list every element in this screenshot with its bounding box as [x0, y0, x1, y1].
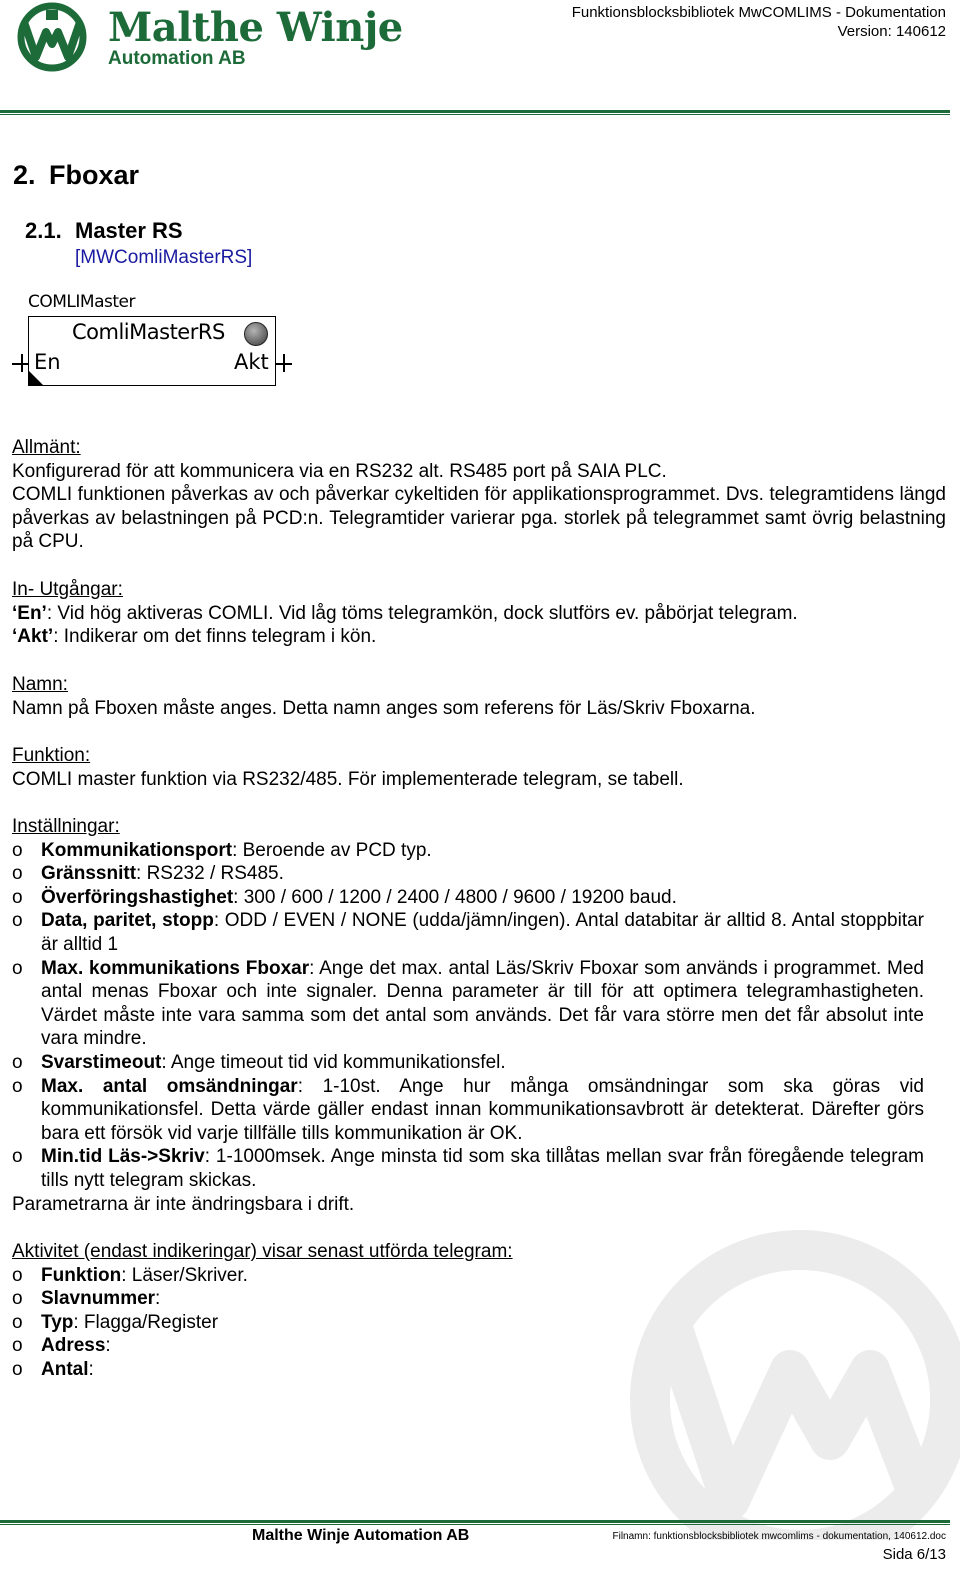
subsection-heading: [25, 218, 183, 244]
list-item: [12, 862, 924, 886]
section-number: 2.: [13, 160, 36, 190]
io-akt-text: : Indikerar om det finns telegram i kön.: [53, 626, 377, 648]
bullet-icon: o: [12, 839, 23, 861]
bullet-icon: o: [12, 1288, 23, 1310]
io-en-label: ‘En’: [12, 602, 47, 624]
list-item-text: : Ange det max. antal Läs/Skriv Fboxar som används i programmet. Med antal menas Fboxar och inte signaler. Denna parameter är till för att optimera telegramhastigheten. Värdet måste inte vara samma som det antal som används. Det får vara större men det får absolut inte vara mindre.: [41, 957, 924, 1050]
bullet-icon: o: [12, 1051, 23, 1073]
list-item-text: : 1-1000msek. Ange minsta tid som ska tillåtas mellan svar från föregående telegram tills nytt telegram skickas.: [41, 1146, 925, 1191]
bullet-icon: o: [12, 863, 23, 885]
io-akt-label: ‘Akt’: [12, 626, 54, 648]
list-item-label: Adress: [41, 1335, 106, 1357]
list-item-text: : RS232 / RS485.: [136, 863, 284, 885]
list-item-label: Typ: [41, 1311, 74, 1333]
footer-filename: Filnamn: funktionsblocksbibliotek mwcomlims - dokumentation, 140612.doc: [612, 1531, 946, 1542]
list-item: [12, 1145, 924, 1192]
logo-name: Malthe Winje: [108, 4, 403, 51]
list-item-label: Max. kommunikations Fboxar: [41, 957, 310, 979]
watermark-logo-icon: [500, 1200, 960, 1540]
subsection-number: 2.1.: [25, 218, 62, 243]
list-item: [12, 1075, 924, 1146]
io-en-line: [12, 602, 946, 626]
bullet-icon: o: [12, 957, 23, 979]
footer-page-number: Sida 6/13: [882, 1546, 946, 1563]
fblock-input-label: En: [34, 350, 61, 374]
input-connector-tick: [21, 354, 23, 372]
list-item-label: Min.tid Läs->Skriv: [41, 1146, 205, 1168]
list-item-label: Max. antal omsändningar: [41, 1075, 298, 1097]
bullet-icon: o: [12, 910, 23, 932]
list-item-label: Svarstimeout: [41, 1051, 162, 1073]
logo-emblem-icon: [10, 2, 102, 72]
fblock-corner-marker: [29, 371, 43, 385]
output-connector-tick: [283, 354, 285, 372]
footer-divider: [0, 1520, 950, 1523]
fblock-name: ComliMasterRS: [72, 320, 225, 344]
namn-text: Namn på Fboxen måste anges. Detta namn anges som referens för Läs/Skriv Fboxarna.: [12, 697, 756, 719]
footer-divider-thin: [0, 1524, 950, 1525]
header-divider: [0, 110, 950, 113]
section-allmant: [12, 436, 946, 554]
list-item-text: :: [105, 1335, 111, 1357]
list-item-text: : Läser/Skriver.: [121, 1264, 248, 1286]
list-item-text: : 300 / 600 / 1200 / 2400 / 4800 / 9600 / 19200 baud.: [233, 886, 677, 908]
section-heading: [13, 160, 139, 191]
list-item-label: Gränssnitt: [41, 863, 137, 885]
bullet-icon: o: [12, 886, 23, 908]
bullet-icon: o: [12, 1075, 23, 1097]
list-item-text: :: [88, 1358, 94, 1380]
aktivitet-title: Aktivitet (endast indikeringar) visar senast utförda telegram:: [12, 1241, 513, 1262]
bullet-icon: o: [12, 1335, 23, 1357]
io-title: In- Utgångar:: [12, 579, 123, 600]
list-item-label: Överföringshastighet: [41, 886, 234, 908]
list-item: [12, 839, 924, 863]
funktion-title: Funktion:: [12, 745, 91, 766]
settings-list: [12, 839, 946, 1193]
list-item: [12, 886, 924, 910]
fblock-output-label: Akt: [234, 350, 269, 374]
section-funktion: [12, 744, 946, 791]
fblock-outer-label: COMLIMaster: [28, 292, 135, 312]
status-led-icon: [244, 322, 268, 346]
funktion-text: COMLI master funktion via RS232/485. För implementerade telegram, se tabell.: [12, 768, 684, 790]
footer-company: Malthe Winje Automation AB: [252, 1527, 470, 1544]
list-item-text: : Flagga/Register: [73, 1311, 219, 1333]
section-namn: [12, 673, 946, 720]
company-logo: [10, 2, 403, 74]
document-version: Version: 140612: [837, 23, 946, 40]
installningar-title: Inställningar:: [12, 816, 120, 837]
list-item-text: : ODD / EVEN / NONE (udda/jämn/ingen). Antal databitar är alltid 8. Antal stoppbitar är alltid 1: [41, 910, 924, 955]
bullet-icon: o: [12, 1146, 23, 1168]
list-item-label: Slavnummer: [41, 1288, 156, 1310]
installningar-footer: Parametrarna är inte ändringsbara i drift.: [12, 1193, 355, 1215]
list-item-text: : Ange timeout tid vid kommunikationsfel.: [161, 1051, 506, 1073]
list-item: [12, 957, 924, 1051]
bullet-icon: o: [12, 1358, 23, 1380]
fbox-reference: [MWComliMasterRS]: [75, 247, 253, 268]
logo-subtitle: Automation AB: [108, 48, 246, 69]
subsection-title: Master RS: [75, 218, 183, 243]
input-connector: [12, 363, 28, 365]
list-item: [12, 909, 924, 956]
bullet-icon: o: [12, 1311, 23, 1333]
allmant-paragraph: COMLI funktionen påverkas av och påverkar cykeltiden för applikationsprogrammet. Dvs. telegramtidens längd påverkas av belastningen på PCD:n. Telegramtider varierar pga. storlek på telegrammet samt övrig belastning på CPU.: [12, 484, 946, 553]
list-item-text: : 1-10st. Ange hur många omsändningar som ska göras vid kommunikationsfel. Detta värde gäller endast innan kommunikationsavbrott är detekterat. Därefter görs bara ett försök vid varje tillfälle tills kommunikation är OK.: [41, 1075, 924, 1144]
bullet-icon: o: [12, 1264, 23, 1286]
list-item: [12, 1051, 924, 1075]
header-divider-thin: [0, 114, 950, 115]
io-akt-line: [12, 625, 946, 649]
section-installningar: [12, 815, 946, 1216]
list-item-text: :: [155, 1288, 161, 1310]
section-io: [12, 578, 946, 649]
page-header: [0, 0, 960, 118]
list-item-label: Antal: [41, 1358, 89, 1380]
namn-title: Namn:: [12, 674, 68, 695]
document-title: Funktionsblocksbibliotek MwCOMLIMS - Dokumentation: [571, 4, 946, 21]
list-item-label: Data, paritet, stopp: [41, 910, 214, 932]
function-block-diagram: [8, 290, 298, 400]
io-en-text: : Vid hög aktiveras COMLI. Vid låg töms telegramkön, dock slutförs ev. påbörjat telegram.: [46, 602, 798, 624]
list-item-label: Funktion: [41, 1264, 122, 1286]
section-title: Fboxar: [49, 160, 140, 190]
list-item-label: Kommunikationsport: [41, 839, 233, 861]
allmant-title: Allmänt:: [12, 437, 81, 458]
list-item-text: : Beroende av PCD typ.: [232, 839, 432, 861]
allmant-line: Konfigurerad för att kommunicera via en RS232 alt. RS485 port på SAIA PLC.: [12, 460, 667, 482]
